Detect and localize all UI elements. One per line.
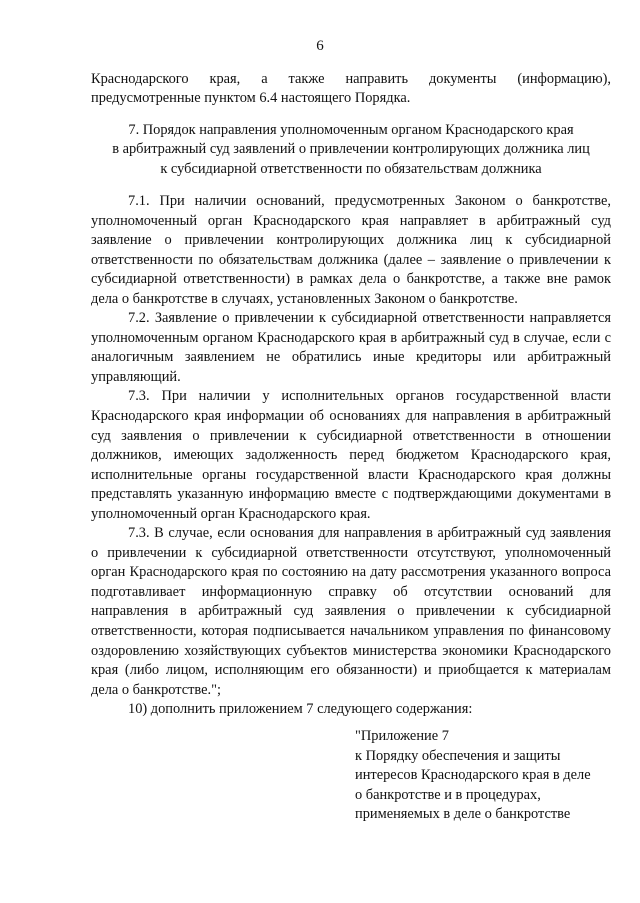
appendix-line-5: применяемых в деле о банкротстве <box>355 806 571 823</box>
paragraph-7-3-first: 7.3. При наличии у исполнительных органов государственной власти Краснодарского края информации об основаниях для направления в арбитражный суд заявления о привлечении к субсидиарной ответственности в отношении должников, имеющих задолженность перед бюджетом Краснодарского края, исполнительные органы государственной власти Краснодарского края должны представлять указанную информацию вместе с подтверждающими документами в уполномоченный орган Краснодарского края. <box>91 388 611 522</box>
continuation-block <box>91 70 611 108</box>
paragraph-7-1: 7.1. При наличии оснований, предусмотренных Законом о банкротстве, уполномоченный орган Краснодарского края направляет в арбитражный суд заявление о привлечении контролирующих должника лиц к субсидиарной ответственности по обязательствам должника (далее – заявление о привлечении к субсидиарной ответственности) в рамках дела о банкротстве, а также вне рамок дела о банкротстве в случаях, установленных Законом о банкротстве. <box>91 193 611 307</box>
paragraph-7-2: 7.2. Заявление о привлечении к субсидиарной ответственности направляется уполномоченным органом Краснодарского края в арбитражный суд в случае, если с аналогичным заявлением не обратились иные кредиторы или арбитражный управляющий. <box>91 310 611 385</box>
page-number: 6 <box>316 38 324 54</box>
section-title-line-1: 7. Порядок направления уполномоченным органом Краснодарского края <box>128 122 574 138</box>
appendix-line-4: о банкротстве и в процедурах, <box>355 786 541 803</box>
continuation-paragraph: Краснодарского края, а также направить документы (информацию), предусмотренные пунктом 6.4 настоящего Порядка. <box>91 71 611 107</box>
appendix-heading <box>355 727 615 825</box>
paragraph-7-3-second: 7.3. В случае, если основания для направления в арбитражный суд заявления о привлечении к субсидиарной ответственности отсутствуют, уполномоченный орган Краснодарского края по состоянию на дату рассмотрения указанного вопроса подготавливает информационную справку об отсутствии оснований для направления в арбитражный суд заявления о привлечении к субсидиарной ответственности, которая подписывается начальником управления по финансовому оздоровлению хозяйствующих субъектов министерства экономики Краснодарского края (либо лицом, исполняющим его обязанности) и приобщается к материалам дела о банкротстве."; <box>91 525 611 698</box>
section-title <box>91 121 611 179</box>
section-body <box>91 192 611 720</box>
item-10: 10) дополнить приложением 7 следующего содержания: <box>128 701 473 718</box>
appendix-line-3: интересов Краснодарского края в деле <box>355 767 591 784</box>
section-title-line-3: к субсидиарной ответственности по обязательствам должника <box>160 160 542 177</box>
appendix-line-2: к Порядку обеспечения и защиты <box>355 747 561 764</box>
section-title-line-2: в арбитражный суд заявлений о привлечении контролирующих должника лиц <box>112 141 590 158</box>
appendix-line-1: "Приложение 7 <box>355 728 449 744</box>
